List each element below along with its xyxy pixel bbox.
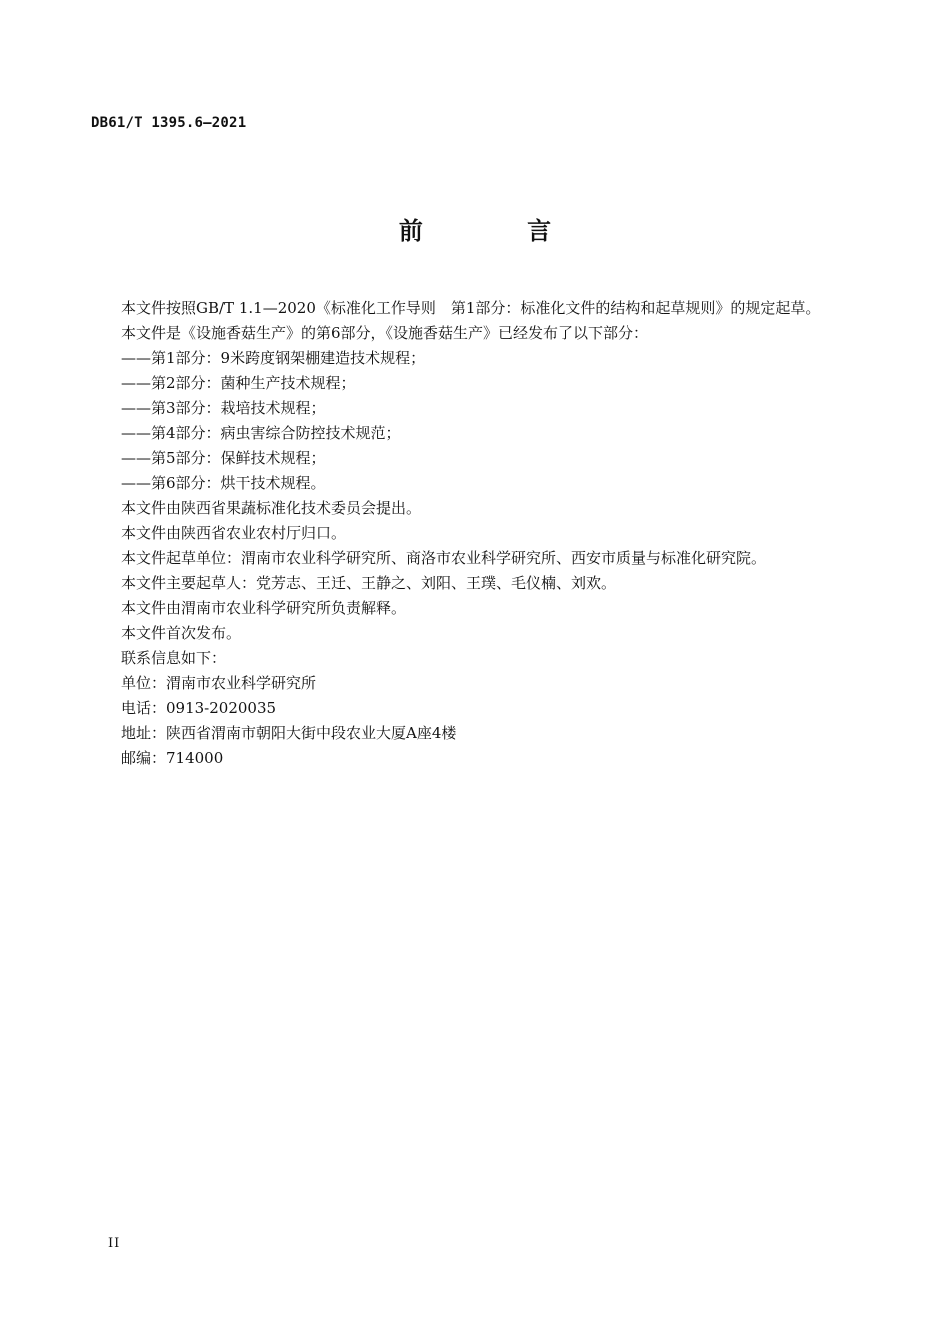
list-item-part-6: ——第6部分：烘干技术规程。: [121, 474, 326, 492]
list-item-part-5: ——第5部分：保鲜技术规程；: [121, 449, 326, 467]
foreword-body: [91, 296, 851, 771]
paragraph-drafting-units: 本文件起草单位：渭南市农业科学研究所、商洛市农业科学研究所、西安市质量与标准化研究院。: [121, 549, 767, 567]
paragraph-first-release: 本文件首次发布。: [121, 624, 242, 642]
contact-phone: 电话：0913-2020035: [121, 699, 277, 717]
paragraph-series-intro: 本文件是《设施香菇生产》的第6部分，《设施香菇生产》已经发布了以下部分：: [121, 324, 649, 342]
list-item-part-4: ——第4部分：病虫害综合防控技术规范；: [121, 424, 401, 442]
document-code: DB61/T 1395.6—2021: [91, 115, 247, 131]
page-title: 前 言: [398, 217, 600, 245]
list-item-part-3: ——第3部分：栽培技术规程；: [121, 399, 326, 417]
paragraph-centralized-by: 本文件由陕西省农业农村厅归口。: [121, 524, 347, 542]
contact-address: 地址：陕西省渭南市朝阳大街中段农业大厦A座4楼: [121, 724, 457, 742]
list-item-part-2: ——第2部分：菌种生产技术规程；: [121, 374, 356, 392]
paragraph-drafters: 本文件主要起草人：党芳志、王迁、王静之、刘阳、王璞、毛仪楠、刘欢。: [121, 574, 617, 592]
contact-heading: 联系信息如下：: [121, 649, 227, 667]
contact-postcode: 邮编：714000: [121, 749, 224, 767]
paragraph-proposer: 本文件由陕西省果蔬标准化技术委员会提出。: [121, 499, 422, 517]
paragraph-interpretation: 本文件由渭南市农业科学研究所负责解释。: [121, 599, 407, 617]
contact-unit: 单位：渭南市农业科学研究所: [121, 674, 317, 692]
paragraph-drafting-basis: 本文件按照GB/T 1.1—2020《标准化工作导则 第1部分：标准化文件的结构和起草规则》的规定起草。: [121, 299, 821, 317]
page-number: II: [108, 1236, 121, 1251]
list-item-part-1: ——第1部分：9米跨度钢架棚建造技术规程；: [121, 349, 426, 367]
